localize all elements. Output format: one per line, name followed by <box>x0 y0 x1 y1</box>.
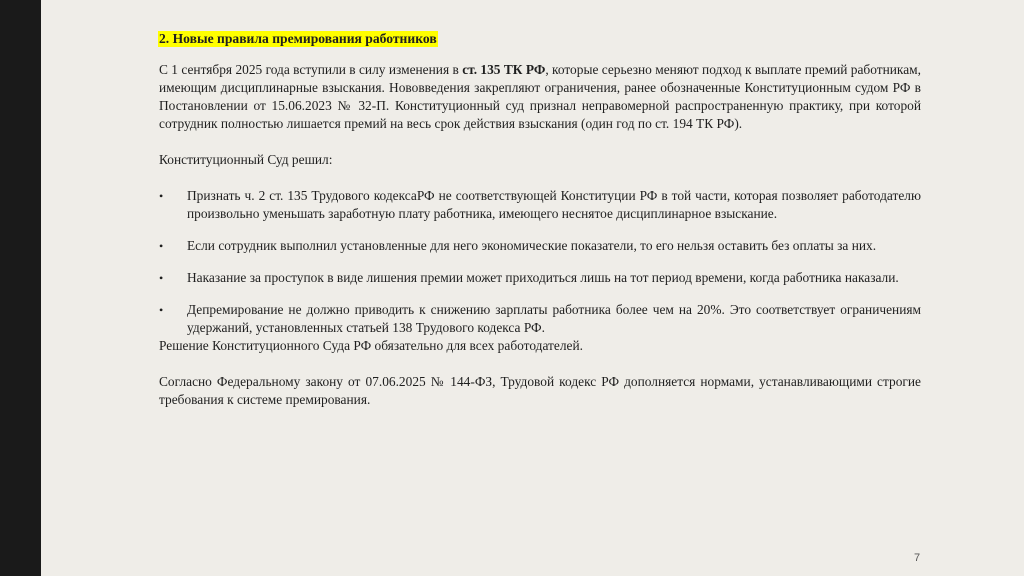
list-item <box>159 187 921 223</box>
list-item <box>159 237 921 255</box>
slide-content <box>159 30 921 409</box>
bullet-icon: • <box>159 189 164 203</box>
bullet-icon: • <box>159 239 164 253</box>
list-item <box>159 301 921 337</box>
decision-paragraph: Решение Конституционного Суда РФ обязательно для всех работодателей. <box>159 338 583 353</box>
bullet-icon: • <box>159 271 164 285</box>
left-decorative-bar <box>0 0 41 576</box>
slide-heading: 2. Новые правила премирования работников <box>159 31 437 46</box>
decision-bullet-list <box>159 187 921 337</box>
intro-text-before: С 1 сентября 2025 года вступили в силу изменения в <box>159 62 463 77</box>
law-paragraph: Согласно Федеральному закону от 07.06.2025 № 144-ФЗ, Трудовой кодекс РФ дополняется нормами, устанавливающими строгие требования к системе премирования. <box>159 374 921 407</box>
page-number: 7 <box>914 552 921 564</box>
list-item-text: Депремирование не должно приводить к снижению зарплаты работника более чем на 20%. Это соответствует ограничениям удержаний, установленных статьей 138 Трудового кодекса РФ. <box>187 302 921 335</box>
intro-text-after: , которые серьезно меняют подход к выплате премий работникам, имеющим дисциплинарные взыскания. Нововведения закрепляют ограничения, ранее обозначенные Конституционным судом РФ в Постановлении от 15.06.2023 № 32-П. Конституционный суд признал неправомерной распространенную практику, при которой сотрудник полностью лишается премий на весь срок действия взыскания (один год по ст. 194 ТК РФ). <box>159 62 921 131</box>
intro-paragraph <box>159 61 921 133</box>
list-item-text: Если сотрудник выполнил установленные для него экономические показатели, то его нельзя оставить без оплаты за них. <box>187 238 877 253</box>
list-item-text: Признать ч. 2 ст. 135 Трудового кодексаРФ не соответствующей Конституции РФ в той части, которая позволяет работодателю произвольно уменьшать заработную плату работника, имеющего неснятое дисциплинарное взыскание. <box>187 188 921 221</box>
list-item-text: Наказание за проступок в виде лишения премии может приходиться лишь на тот период времени, когда работника наказали. <box>187 270 899 285</box>
court-decided-label: Конституционный Суд решил: <box>159 152 333 167</box>
list-item <box>159 269 921 287</box>
intro-bold-article: ст. 135 ТК РФ <box>462 62 546 77</box>
bullet-icon: • <box>159 303 164 317</box>
